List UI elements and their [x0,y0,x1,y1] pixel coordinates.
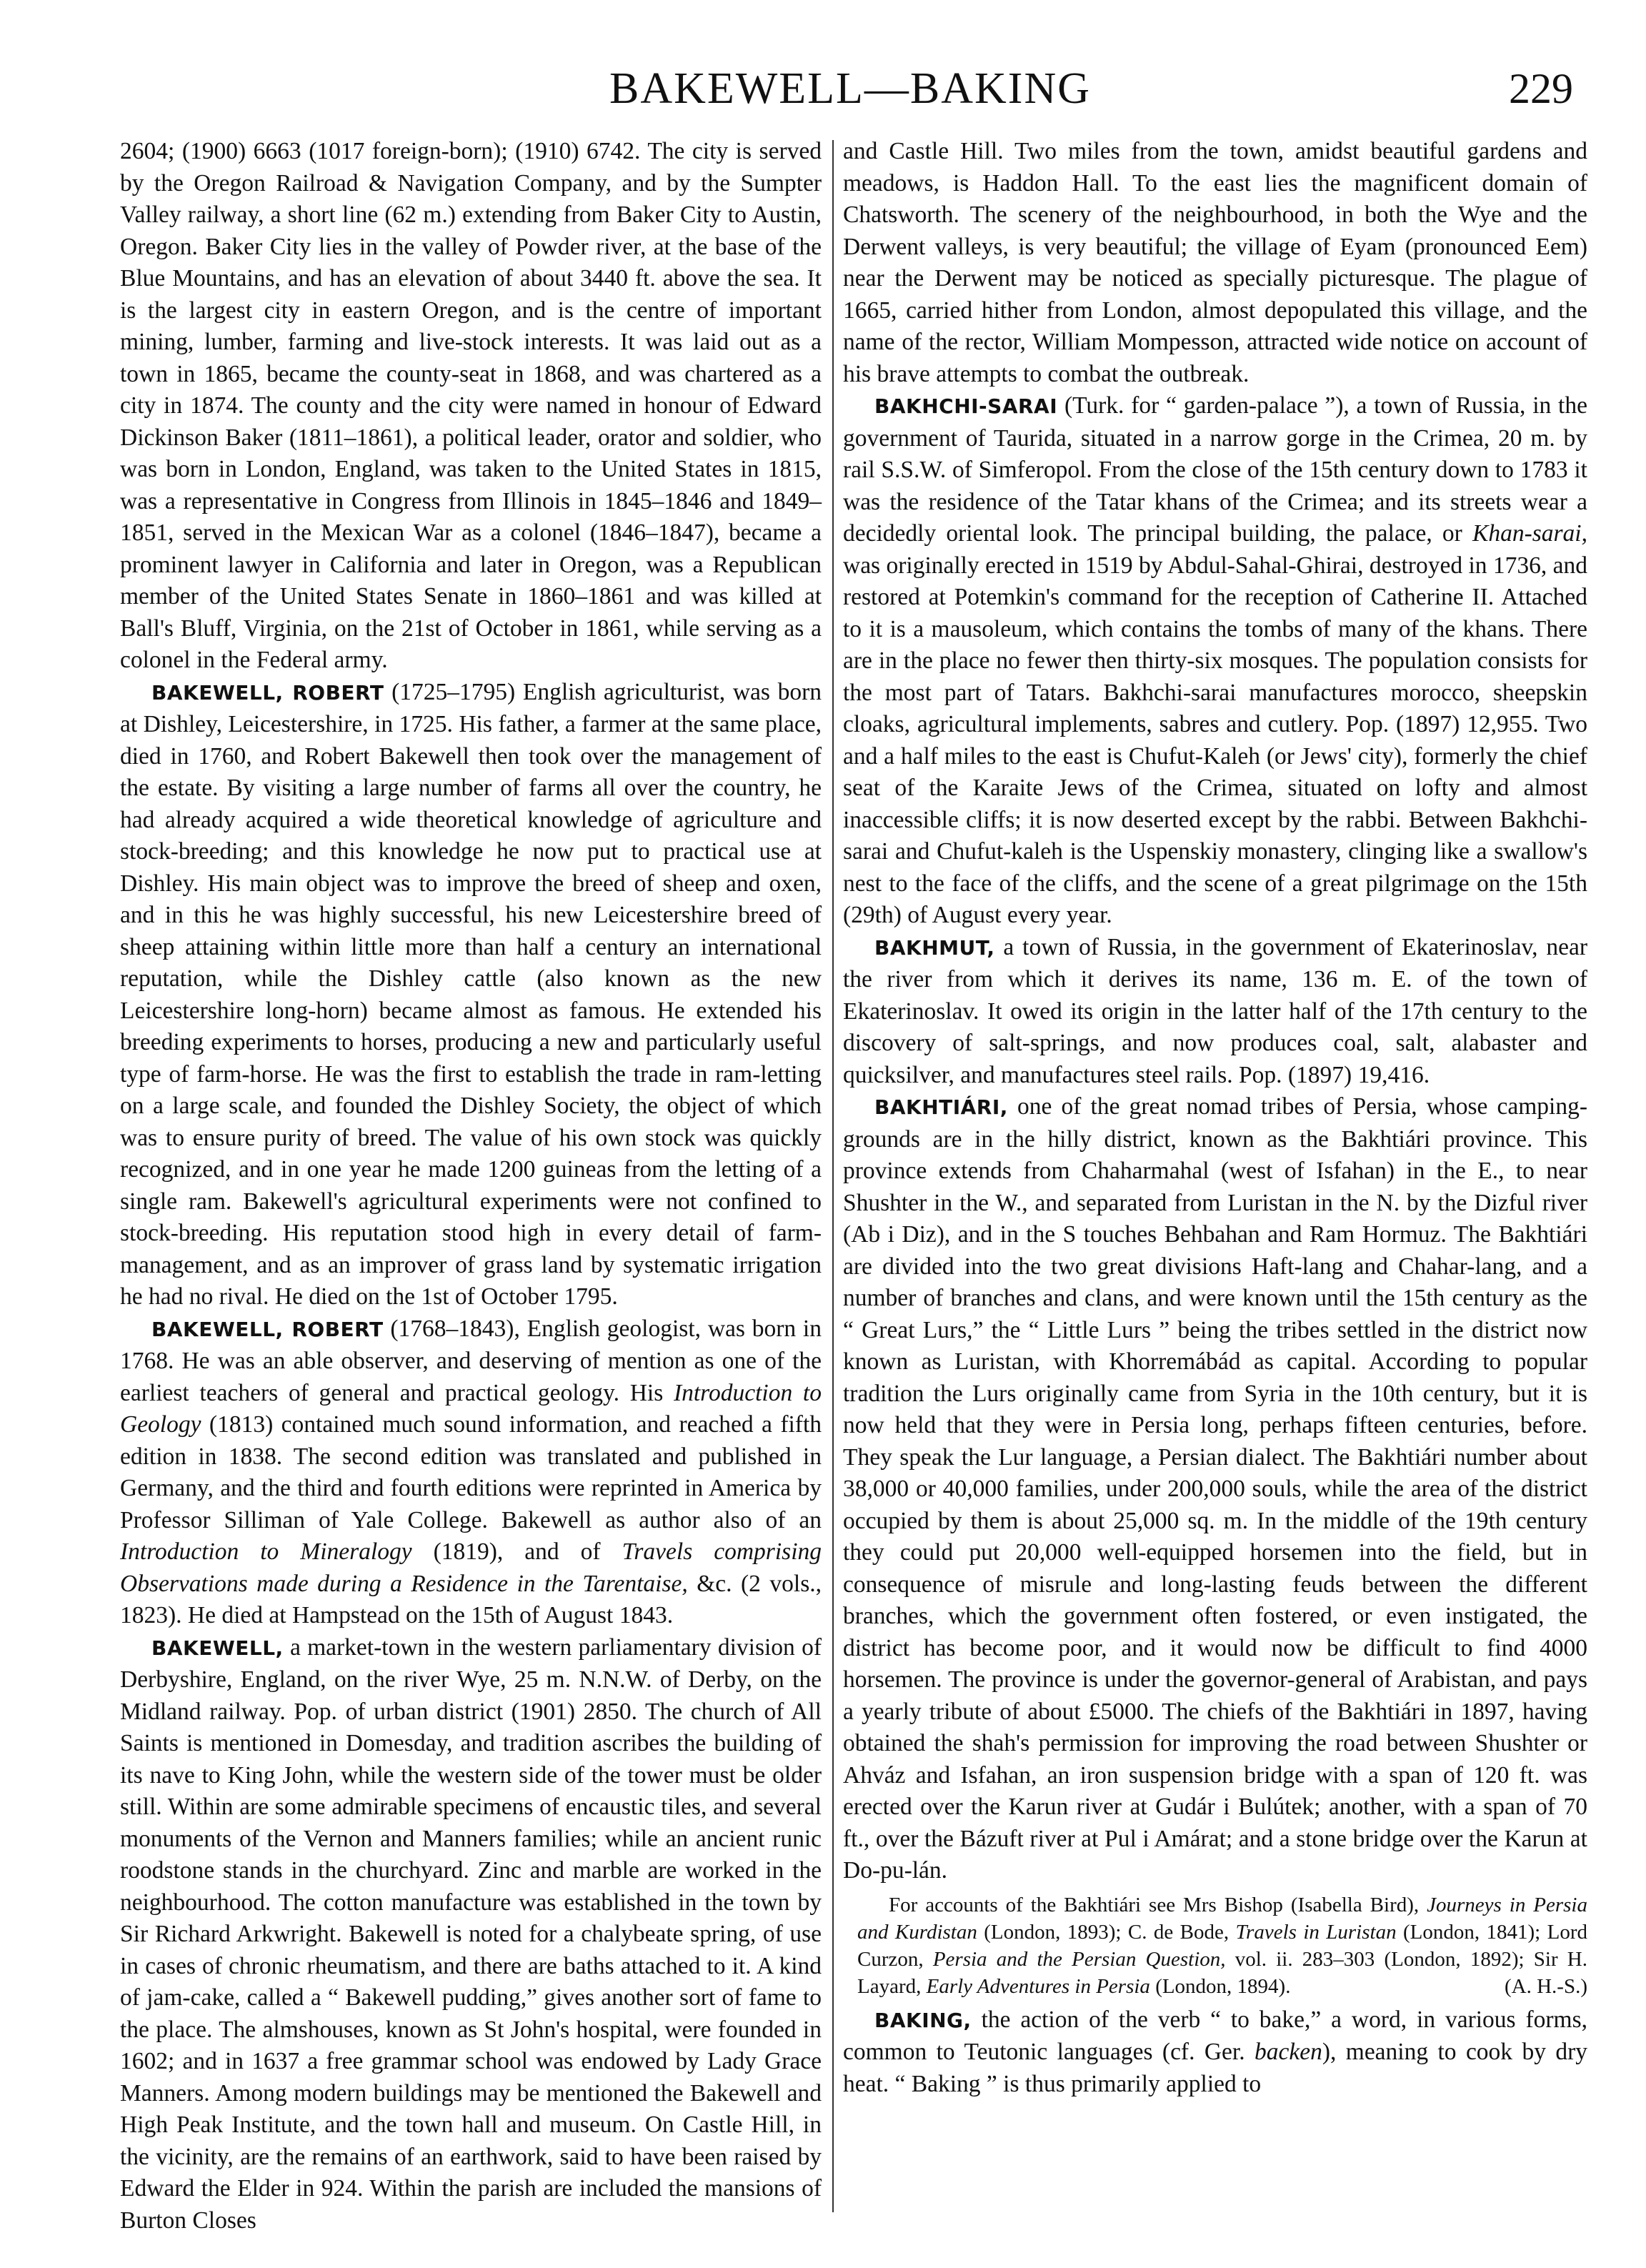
book-title: Introduction to Mineralogy [120,1538,412,1565]
headword: BAKEWELL, [151,1636,284,1660]
entry-bakhtiari: BAKHTIÁRI, one of the great nomad tribes of Persia, whose camping-grounds are in the hilly district, known as the Bakhtiári province. This province extends from Chaharmahal (west of Isfahan) in the E., to near Shushter in the W., and separated from Luristan in the N. by the Dizful river (Ab i Diz), and in the S touches Behbahan and Ram Hormuz. The Bakhtiári are divided into the two great divisions Haft-lang and Chahar-lang, and a number of branches and clans, and were known until the 15th century as the “ Great Lurs,” the “ Little Lurs ” being the tribes settled in the district now known as Luristan, with Khorremábád as capital. According to popular tradition the Lurs originally came from Syria in the 10th century, but it is now held that they were in Persia long, perhaps fifteen centuries, before. They speak the Lur language, a Persian dialect. The Bakhtiári number about 38,000 or 40,000 families, under 200,000 souls, while the area of the district occupied by them is about 25,000 sq. m. In the middle of the 19th century they could put 20,000 well-equipped horsemen into the field, but in consequence of misrule and long-lasting feuds between the different branches, which the government often fostered, or even instigated, the district has become poor, and it would now be difficult to find 4000 horsemen. The province is under the governor-general of Arabistan, and pays a yearly tribute of about £5000. The chiefs of the Bakhtiári in 1897, having obtained the shah's permission for improving the road between Shushter or Ahváz and Isfahan, an iron suspension bridge with a span of 120 ft. was erected over the Karun river at Gudár i Bulútek; another, with a span of 70 ft., over the Bázuft river at Pul i Amárat; and a stone bridge over the Karun at Do-pu-lán. [843,1093,1587,1884]
left-column [120,136,822,2234]
italic-term: backen [1254,2039,1322,2065]
page-title: BAKEWELL—BAKING [609,64,1091,113]
bakhtiari-references: For accounts of the Bakhtiári see Mrs Bishop (Isabella Bird), Journeys in Persia and Kurdistan (London, 1893); C. de Bode, Travels in Luristan (London, 1841); Lord Curzon, Persia and the Persian Question, vol. ii. 283–303 (London, 1892); Sir H. Layard, Early Adventures in Persia (London, 1894). (A. H.-S.) [843,1891,1587,2000]
entry-bakhchi-sarai: BAKHCHI-SARAI (Turk. for “ garden-palace ”), a town of Russia, in the government of Taurida, situated in a narrow gorge in the Crimea, 20 m. by rail S.S.W. of Simferopol. From the close of the 15th century down to 1783 it was the residence of the Tatar khans of the Crimea; and its streets wear a decidedly oriental look. The principal building, the palace, or Khan-sarai, was originally erected in 1519 by Abdul-Sahal-Ghirai, destroyed in 1736, and restored at Potemkin's command for the reception of Catherine II. Attached to it is a mausoleum, which contains the tombs of many of the khans. There are in the place no fewer then thirty-six mosques. The population consists for the most part of Tatars. Bakhchi-sarai manufactures morocco, sheepskin cloaks, agricultural implements, sabres and cutlery. Pop. (1897) 12,955. Two and a half miles to the east is Chufut-Kaleh (or Jews' city), formerly the chief seat of the Karaite Jews of the Crimea, situated on lofty and almost inaccessible cliffs; it is now deserted except by the rabbi. Between Bakhchi-sarai and Chufut-kaleh is the Uspenskiy monastery, clinging like a swallow's nest to the face of the cliffs, and the scene of a great pilgrimage on the 15th (29th) of August every year. [843,392,1587,928]
headword: BAKHTIÁRI, [874,1095,1008,1119]
page-header [121,60,1579,117]
headword: BAKEWELL, ROBERT [151,1317,384,1341]
entry-bakewell-robert-geologist: BAKEWELL, ROBERT (1768–1843), English geologist, was born in 1768. He was an able observer, and deserving of mention as one of the earliest teachers of general and practical geology. His Introduction to Geology (1813) contained much sound information, and reached a fifth edition in 1838. The second edition was translated and published in Germany, and the third and fourth editions were reprinted in America by Professor Silliman of Yale College. Bakewell as author also of an Introduction to Mineralogy (1819), and of Travels comprising Observations made during a Residence in the Tarentaise, &c. (2 vols., 1823). He died at Hampstead on the 15th of August 1843. [120,1315,822,1628]
headword: BAKHMUT, [874,935,995,960]
author-initials: (A. H.-S.) [1505,1974,1587,1998]
baker-city-continuation: 2604; (1900) 6663 (1017 foreign-born); (1910) 6742. The city is served by the Oregon Railroad & Navigation Company, and by the Sumpter Valley railway, a short line (62 m.) extending from Baker City to Austin, Oregon. Baker City lies in the valley of Powder river, at the base of the Blue Mountains, and has an elevation of about 3440 ft. above the sea. It is the largest city in eastern Oregon, and is the centre of important mining, lumber, farming and live-stock interests. It was laid out as a town in 1865, became the county-seat in 1868, and was chartered as a city in 1874. The county and the city were named in honour of Edward Dickinson Baker (1811–1861), a political leader, orator and soldier, who was born in London, England, was taken to the United States in 1815, was a representative in Congress from Illinois in 1845–1846 and 1849–1851, served in the Mexican War as a colonel (1846–1847), became a prominent lawyer in California and later in Oregon, was a Republican member of the United States Senate in 1860–1861 and was killed at Ball's Bluff, Virginia, on the 21st of October in 1861, while serving as a colonel in the Federal army. [120,138,822,673]
headword: BAKHCHI-SARAI [874,394,1058,418]
column-rule [832,140,834,2212]
entry-bakhmut: BAKHMUT, a town of Russia, in the government of Ekaterinoslav, near the river from which it derives its name, 136 m. E. of the town of Ekaterinoslav. It owed its origin in the latter half of the 17th century to the discovery of salt-springs, and now produces coal, salt, alabaster and quicksilver, and manufactures steel rails. Pop. (1897) 19,416. [843,933,1587,1088]
book-title: Persia and the Persian Question, [932,1947,1226,1971]
book-title: Journeys in Persia and Kurdistan [857,1893,1587,1944]
entry-bakewell-robert-agriculturist: BAKEWELL, ROBERT (1725–1795) English agriculturist, was born at Dishley, Leicestershire, in 1725. His father, a farmer at the same place, died in 1760, and Robert Bakewell then took over the management of the estate. By visiting a large number of farms all over the country, he had already acquired a wide theoretical knowledge of agriculture and stock-breeding; and this knowledge he now put to practical use at Dishley. His main object was to improve the breed of sheep and oxen, and in this he was highly successful, his new Leicestershire breed of sheep attaining within little more than half a century an international reputation, while the Dishley cattle (also known as the new Leicestershire long-horn) became almost as famous. He extended his breeding experiments to horses, producing a new and particularly useful type of farm-horse. He was the first to establish the trade in ram-letting on a large scale, and founded the Dishley Society, the object of which was to ensure purity of breed. The value of his own stock was quickly recognized, and in one year he made 1200 guineas from the letting of a single ram. Bakewell's agricultural experiments were not confined to stock-breeding. His reputation stood high in every detail of farm-management, and as an improver of grass land by systematic irrigation he had no rival. He died on the 1st of October 1795. [120,678,822,1310]
bakewell-continuation: and Castle Hill. Two miles from the town, amidst beautiful gardens and meadows, is Haddon Hall. To the east lies the magnificent domain of Chatsworth. The scenery of the neighbourhood, in both the Wye and the Derwent valleys, is very beautiful; the village of Eyam (pronounced Eem) near the Derwent may be noticed as specially picturesque. The plague of 1665, carried hither from London, almost depopulated this village, and the name of the rector, William Mompesson, attracted wide notice on account of his brave attempts to combat the outbreak. [843,138,1587,387]
headword: BAKING, [874,2008,972,2032]
entry-bakewell-town: BAKEWELL, a market-town in the western parliamentary division of Derbyshire, England, on the river Wye, 25 m. N.N.W. of Derby, on the Midland railway. Pop. of urban district (1901) 2850. The church of All Saints is mentioned in Domesday, and tradition ascribes the building of its nave to King John, while the western side of the tower must be older still. Within are some admirable specimens of encaustic tiles, and several monuments of the Vernon and Manners families; while an ancient runic roodstone stands in the churchyard. Zinc and marble are worked in the neighbourhood. The cotton manufacture was established in the town by Sir Richard Arkwright. Bakewell is noted for a chalybeate spring, of use in cases of chronic rheumatism, and there are baths attached to it. A kind of jam-cake, called a “ Bakewell pudding,” gives another sort of fame to the place. The almshouses, known as St John's hospital, were founded in 1602; and in 1637 a free grammar school was endowed by Lady Grace Manners. Among modern buildings may be mentioned the Bakewell and High Peak Institute, and the town hall and museum. On Castle Hill, in the vicinity, are the remains of an earthwork, said to have been raised by Edward the Elder in 924. Within the parish are included the mansions of Burton Closes [120,1633,822,2234]
page-number: 229 [1509,65,1573,112]
book-title: Travels comprising Observations made during a Residence in the Tarentaise, [120,1538,822,1597]
italic-term: Khan-sarai, [1472,520,1587,547]
entry-baking: BAKING, the action of the verb “ to bake,” a word, in various forms, common to Teutonic languages (cf. Ger. backen), meaning to cook by dry heat. “ Baking ” is thus primarily applied to [843,2006,1587,2097]
right-column [843,136,1587,2215]
book-title: Early Adventures in Persia [926,1974,1150,1998]
book-title: Travels in Luristan [1235,1920,1397,1944]
headword: BAKEWELL, ROBERT [151,680,384,705]
book-title: Introduction to Geology [120,1379,822,1438]
